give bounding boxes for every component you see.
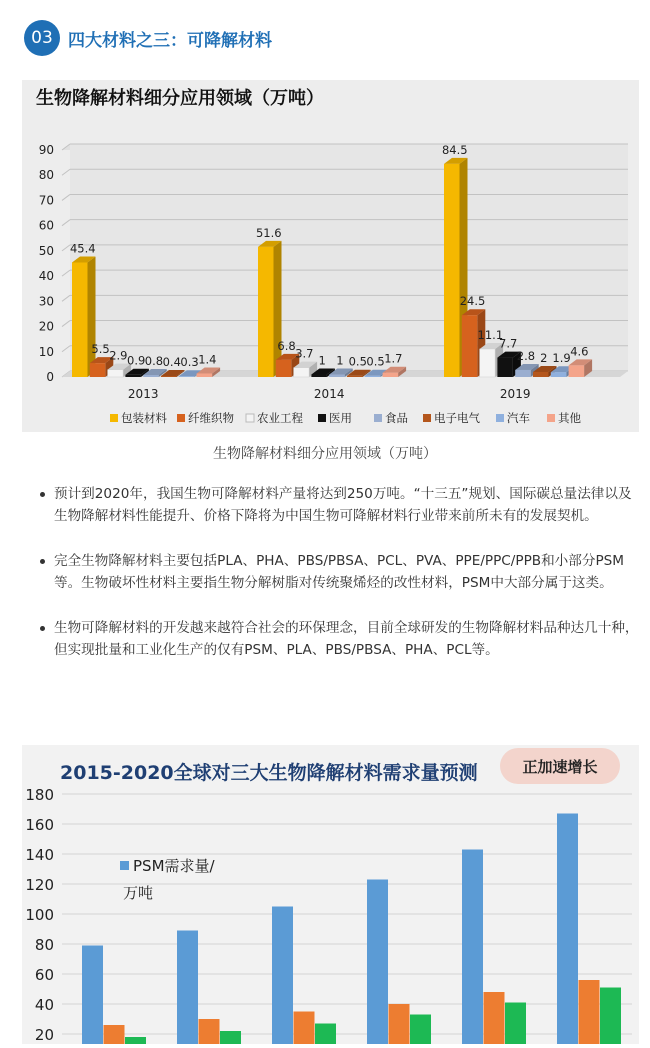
chart-2-panel <box>22 745 639 1044</box>
legend-swatch <box>496 414 504 422</box>
bar <box>90 363 106 377</box>
bar <box>557 814 578 1045</box>
gridline <box>62 346 70 352</box>
bar-side <box>88 256 96 377</box>
data-label: 24.5 <box>459 294 486 309</box>
legend-label: 包装材料 <box>121 411 167 425</box>
bar <box>179 376 195 377</box>
y-tick-label: 100 <box>25 906 54 924</box>
legend-label: PSM需求量/ <box>133 857 215 875</box>
x-tick-label: 2014 <box>313 387 345 401</box>
data-label: 11.1 <box>477 328 504 343</box>
y-tick-label: 60 <box>38 218 54 233</box>
chart-1-panel <box>22 80 639 432</box>
bar <box>311 374 327 377</box>
data-label: 45.4 <box>69 241 96 256</box>
y-tick-label: 30 <box>38 294 54 309</box>
legend-label: 纤维织物 <box>188 411 234 425</box>
legend-swatch <box>110 414 118 422</box>
bar <box>515 370 531 377</box>
y-tick-label: 70 <box>38 193 54 208</box>
bar <box>294 1012 315 1045</box>
bar <box>329 374 345 377</box>
gridline <box>62 270 70 276</box>
bar <box>600 988 621 1045</box>
bar <box>294 368 310 377</box>
y-tick-label: 80 <box>34 936 54 954</box>
data-label: 0.5 <box>348 354 367 369</box>
data-label: 2.9 <box>109 348 128 363</box>
legend-swatch <box>246 414 254 422</box>
bullet-item: 生物可降解材料的开发越来越符合社会的环保理念，目前全球研发的生物降解材料品种达几十种，但实现批量和工业化生产的仅有PSM、PLA、PBS/PBSA、PHA、PCL等。 <box>40 617 640 661</box>
legend-label: 医用 <box>329 411 352 425</box>
bar <box>177 931 198 1045</box>
chart-1-back-wall <box>70 144 628 371</box>
y-tick-label: 20 <box>34 1026 54 1044</box>
chart-1-title: 生物降解材料细分应用领域（万吨） <box>36 88 324 109</box>
bar <box>569 365 585 377</box>
y-tick-label: 50 <box>38 243 54 258</box>
y-tick-label: 40 <box>34 996 54 1014</box>
data-label: 1 <box>336 353 344 368</box>
bar <box>197 373 213 377</box>
bar <box>272 907 293 1045</box>
data-label: 2 <box>540 350 548 365</box>
section-title: 四大材料之三：可降解材料 <box>68 30 272 51</box>
legend-swatch <box>120 861 129 870</box>
bar <box>220 1031 241 1044</box>
data-label: 4.6 <box>570 344 589 359</box>
data-label: 0.9 <box>127 353 146 368</box>
x-tick-label: 2013 <box>127 387 159 401</box>
section-number-badge: 03 <box>24 20 60 56</box>
bar <box>82 946 103 1045</box>
bar <box>104 1025 125 1044</box>
bar <box>462 315 478 377</box>
bar <box>497 358 513 377</box>
section-header <box>24 18 272 58</box>
data-label: 1 <box>318 353 326 368</box>
legend-swatch <box>177 414 185 422</box>
data-label: 2.8 <box>516 348 536 363</box>
bar <box>551 372 567 377</box>
y-tick-label: 120 <box>25 876 54 894</box>
bullet-item: 完全生物降解材料主要包括PLA、PHA、PBS/PBSA、PCL、PVA、PPE/PPC/PPB和小部分PSM等。生物破坏性材料主要指生物分解树脂对传统聚烯烃的改性材料，PSM中大部分属于这类。 <box>40 550 640 594</box>
bar <box>410 1015 431 1045</box>
data-label: 0.5 <box>366 354 385 369</box>
bar <box>258 247 274 377</box>
chart-2-title: 2015-2020全球对三大生物降解材料需求量预测 <box>60 762 478 784</box>
bar <box>444 164 460 377</box>
data-label: 1.4 <box>198 352 217 367</box>
bar <box>579 980 600 1044</box>
legend-swatch <box>423 414 431 422</box>
legend-label: 食品 <box>385 411 408 425</box>
legend-swatch <box>318 414 326 422</box>
y-tick-label: 140 <box>25 846 54 864</box>
legend-swatch <box>374 414 382 422</box>
chart-2 <box>22 745 639 1044</box>
gridline <box>62 194 70 200</box>
data-label: 5.5 <box>91 342 110 357</box>
y-tick-label: 0 <box>46 370 54 384</box>
legend-swatch <box>547 414 555 422</box>
bar <box>161 376 177 377</box>
y-tick-label: 160 <box>25 816 54 834</box>
data-label: 84.5 <box>441 142 468 157</box>
growth-tag: 正加速增长 <box>500 748 620 784</box>
gridline <box>62 169 70 175</box>
figure-caption: 生物降解材料细分应用领域（万吨） <box>213 446 437 462</box>
y-tick-label: 20 <box>38 319 54 334</box>
chart-1 <box>22 80 639 432</box>
x-tick-label: 2019 <box>499 387 531 401</box>
bar <box>389 1004 410 1044</box>
bar <box>383 373 399 377</box>
bar <box>315 1024 336 1045</box>
bar <box>125 375 140 377</box>
data-label: 0.3 <box>180 355 199 370</box>
legend-label: 万吨 <box>123 884 154 902</box>
data-label: 0.8 <box>144 353 164 368</box>
y-tick-label: 40 <box>38 269 54 284</box>
bar <box>276 360 292 377</box>
data-label: 6.8 <box>277 338 296 353</box>
legend-label: 汽车 <box>507 411 530 425</box>
bar <box>365 376 381 377</box>
bar <box>108 370 124 377</box>
bar <box>533 372 549 377</box>
bullet-item: 预计到2020年，我国生物可降解材料产量将达到250万吨。“十三五”规划、国际碳总量法律以及生物降解材料性能提升、价格下降将为中国生物可降解材料行业带来前所未有的发展契机。 <box>40 483 640 527</box>
bar <box>347 376 363 377</box>
y-tick-label: 90 <box>38 143 54 157</box>
data-label: 7.7 <box>499 336 518 351</box>
bullet-list <box>40 483 640 684</box>
y-tick-label: 10 <box>38 344 54 359</box>
bar <box>367 880 388 1045</box>
gridline <box>62 295 70 301</box>
data-label: 1.9 <box>552 351 571 366</box>
bar <box>480 349 496 377</box>
gridline <box>62 220 70 226</box>
data-label: 0.4 <box>162 354 181 369</box>
bar <box>199 1019 220 1044</box>
data-label: 3.7 <box>295 346 314 361</box>
y-tick-label: 180 <box>25 786 54 804</box>
gridline <box>62 245 70 251</box>
bar <box>125 1037 146 1044</box>
bar <box>72 262 88 377</box>
bar <box>143 375 159 377</box>
gridline <box>62 321 70 327</box>
legend-label: 其他 <box>558 411 581 425</box>
data-label: 1.7 <box>384 351 403 366</box>
legend-label: 农业工程 <box>257 411 303 425</box>
data-label: 51.6 <box>255 225 282 240</box>
legend-label: 电子电气 <box>434 411 480 425</box>
bar <box>505 1003 526 1045</box>
bar <box>462 850 483 1045</box>
y-tick-label: 60 <box>34 966 54 984</box>
y-tick-label: 80 <box>38 168 54 183</box>
bar <box>484 992 505 1044</box>
